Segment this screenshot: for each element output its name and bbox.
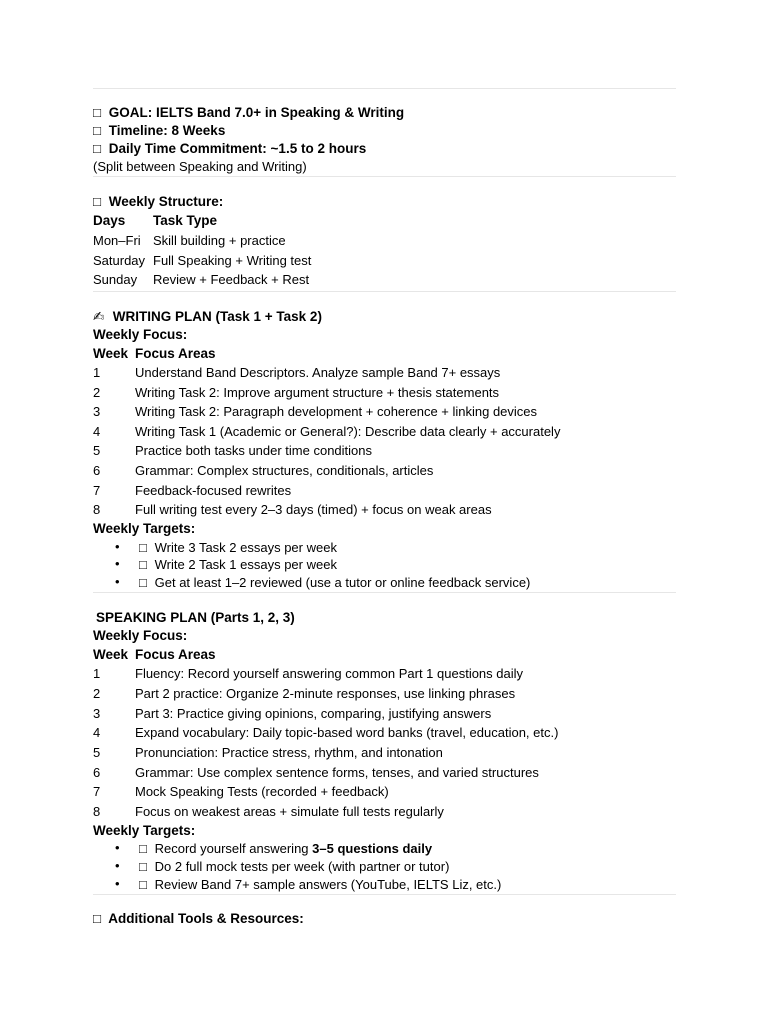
bullet-icon: • — [115, 539, 120, 554]
speaking-weekly-focus: Weekly Focus: — [93, 628, 188, 643]
checkbox-icon: □ — [139, 859, 147, 874]
writing-weekly-targets: Weekly Targets: — [93, 521, 196, 536]
target-icon: □ — [93, 105, 102, 120]
table-row: 1 Fluency: Record yourself answering common Part 1 questions daily — [93, 666, 524, 681]
table-row: 4 Writing Task 1 (Academic or General?): Describe data clearly + accurately — [93, 424, 561, 439]
split-note: (Split between Speaking and Writing) — [93, 159, 307, 174]
bullet-icon: • — [115, 858, 120, 873]
table-row: 5 Pronunciation: Practice stress, rhythm, and intonation — [93, 745, 443, 760]
bullet-icon: • — [115, 574, 120, 589]
table-row: 3 Part 3: Practice giving opinions, comparing, justifying answers — [93, 706, 492, 721]
timeline-line: □ Timeline: 8 Weeks — [93, 123, 226, 138]
bullet-icon: • — [115, 876, 120, 891]
speaking-table-header — [93, 646, 216, 664]
table-row: 7 Feedback-focused rewrites — [93, 483, 292, 498]
checkbox-icon: □ — [139, 841, 147, 856]
column-week: Week — [93, 346, 129, 361]
table-row: 8 Full writing test every 2–3 days (timed) + focus on weak areas — [93, 502, 492, 517]
calendar-icon: □ — [93, 194, 102, 209]
table-row: 5 Practice both tasks under time conditions — [93, 443, 373, 458]
checkbox-icon: □ — [139, 877, 147, 892]
divider — [93, 176, 676, 177]
table-row: 4 Expand vocabulary: Daily topic-based word banks (travel, education, etc.) — [93, 725, 559, 740]
table-row: Saturday Full Speaking + Writing test — [93, 253, 312, 268]
speaking-weekly-targets: Weekly Targets: — [93, 823, 196, 838]
table-row: Sunday Review + Feedback + Rest — [93, 272, 310, 287]
table-row: 6 Grammar: Use complex sentence forms, tenses, and varied structures — [93, 765, 539, 780]
goal-line: □ GOAL: IELTS Band 7.0+ in Speaking & Writing — [93, 105, 405, 120]
writing-weekly-focus: Weekly Focus: — [93, 327, 188, 342]
table-row: 7 Mock Speaking Tests (recorded + feedback) — [93, 784, 389, 799]
column-week: Week — [93, 647, 129, 662]
structure-table-header — [93, 212, 217, 230]
clock-icon: □ — [93, 141, 102, 156]
commitment-line: □ Daily Time Commitment: ~1.5 to 2 hours — [93, 141, 367, 156]
table-row: 8 Focus on weakest areas + simulate full tests regularly — [93, 804, 444, 819]
divider — [93, 592, 676, 593]
table-row: 2 Part 2 practice: Organize 2-minute responses, use linking phrases — [93, 686, 516, 701]
checkbox-icon: □ — [139, 540, 147, 555]
bullet-icon: • — [115, 556, 120, 571]
divider — [93, 894, 676, 895]
column-focus-areas: Focus Areas — [135, 647, 216, 662]
table-row: 6 Grammar: Complex structures, conditionals, articles — [93, 463, 434, 478]
bullet-icon: • — [115, 840, 120, 855]
divider — [93, 291, 676, 292]
divider — [93, 88, 676, 89]
checkbox-icon: □ — [139, 575, 147, 590]
column-task-type: Task Type — [153, 213, 218, 228]
table-row: 2 Writing Task 2: Improve argument structure + thesis statements — [93, 385, 500, 400]
speaking-plan-heading: SPEAKING PLAN (Parts 1, 2, 3) — [96, 610, 295, 625]
tools-heading: □ Additional Tools & Resources: — [93, 911, 304, 926]
writing-table-header — [93, 345, 216, 363]
tools-icon: □ — [93, 911, 102, 926]
writing-hand-icon: ✍ — [93, 309, 105, 324]
table-row: 3 Writing Task 2: Paragraph development + coherence + linking devices — [93, 404, 538, 419]
calendar-icon: □ — [93, 123, 102, 138]
weekly-structure-heading: □ Weekly Structure: — [93, 194, 224, 209]
writing-plan-heading: ✍ WRITING PLAN (Task 1 + Task 2) — [93, 309, 322, 324]
checkbox-icon: □ — [139, 557, 147, 572]
table-row: Mon–Fri Skill building + practice — [93, 233, 286, 248]
table-row: 1 Understand Band Descriptors. Analyze sample Band 7+ essays — [93, 365, 501, 380]
column-focus-areas: Focus Areas — [135, 346, 216, 361]
column-days: Days — [93, 213, 126, 228]
